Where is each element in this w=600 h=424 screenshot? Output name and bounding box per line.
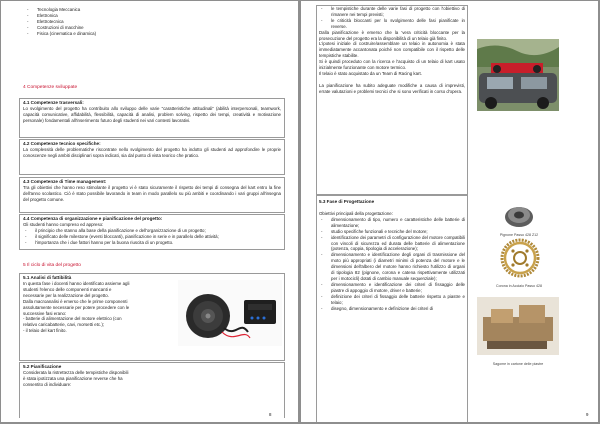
subject-list: [25, 7, 225, 37]
paragraph: La pianificazione ha subito adeguate modifiche a causa di imprevisti, errate valutazioni e problemi tecnici che si sono verificati in corso d'opera.: [319, 82, 465, 94]
crown-gear-photo: [500, 238, 540, 278]
list-item: - l'importanza che i due fattori hanno per la buona riuscita di un progetto.: [23, 240, 281, 246]
paragraph: Si è quindi proceduto con la ricerca e l'acquisto di un telaio di kart usato inizialmente funzionante con motore termico.: [319, 59, 465, 71]
paragraph: Il telaio è stato acquistato da un Team di Racing kart.: [319, 70, 422, 76]
list-item: - dimensionamento di tipo, numero e caratteristiche delle batterie di alimentazione;: [319, 217, 465, 229]
page-number: 9: [586, 412, 589, 417]
motor-controller-photo: [178, 280, 282, 346]
text-line: studenti l'elenco delle componenti mancanti e: [23, 286, 112, 292]
text-line: consentito di individuare:: [23, 381, 72, 387]
planning-text: [319, 6, 465, 95]
paragraph: Obiettivi principali della progettazione:: [319, 211, 393, 216]
subsection-title: 4.3 Competenze di Time management:: [23, 179, 107, 184]
left-page: [1, 1, 298, 422]
text-line: Considerata la ristrettezza delle tempistiche disponibili: [23, 370, 129, 375]
paragraph: Dalla pianificazione è emerso che la ‘vera criticità bloccante per la prosecuzione del progetto era la disponibilità di un telaio già finito.: [319, 29, 465, 41]
subsection-title: 4.1 Competenze trasversali:: [23, 100, 84, 105]
pinion-photo: [501, 201, 537, 229]
paragraph: Lo svolgimento del progetto ha contribuito allo sviluppo delle varie “caratteristiche attitudinali” (abilità interpersonali, teamwork, capacità comunicative, affidabilità, flessibilità, capacità di analisi, problem solving, rispetto dei tempi, creatività e motivazione personale) fondamentali all'inserimento futuro degli studenti nei vari contesti lavorativi.: [23, 106, 281, 123]
paragraph: Tra gli obiettivi che hanno reso stimolante il progetto vi è stato sicuramente il rispetto dei tempi di consegna del kart entro la fine dell'anno scolastico. Ciò è stato possibile lavorando in team in modo parallelo su più ambiti e coordinando i vari gruppi all'insegna del progetto comune.: [23, 185, 281, 202]
list-item: - il significato delle milestone (eventi bloccanti), pianificazione in serie e in parallelo delle attività;: [23, 234, 281, 240]
list-item: - Tecnologia Meccanica: [25, 7, 225, 13]
text-line: successive fasi erano:: [23, 310, 67, 316]
text-line: In questa fase i docenti hanno identificato assieme agli: [23, 281, 130, 286]
section-heading: 4 Competenze sviluppate: [23, 85, 78, 90]
crown-gear-caption: Corona in Acciaio Passo 428: [496, 283, 542, 288]
cardboard-templates-photo: [477, 297, 559, 355]
page-number: 8: [269, 412, 272, 417]
design-objectives-list: [319, 217, 465, 312]
list-item: - identificazione dei parametri di configurazione del motore compatibili con vincoli di sicurezza ed durata delle batterie di alimentazione (potenza, coppia, tipologia di accelerazione);: [319, 235, 465, 253]
subsection-title: 5.1 Analisi di fattibilità: [23, 275, 72, 280]
kart-on-car-photo: [477, 39, 559, 111]
text-line: è stata ipotizzata una pianificazione reverse che ha: [23, 375, 123, 381]
subsection-title: 5.3 Fase di Progettazione: [319, 199, 375, 204]
section-box: [19, 362, 285, 418]
subsection-title: 4.4 Competenza di organizzazione e pianificazione del progetto:: [23, 216, 163, 221]
text-line: relativo caricabatterie, cavi, morsetti etc.);: [23, 322, 105, 328]
design-text: [319, 199, 465, 311]
text-line: - il telaio del kart finito.: [23, 328, 67, 334]
section-box: [19, 139, 285, 175]
cardboard-templates-caption: Sagome in cartone delle piastre: [492, 361, 544, 366]
section-box: [19, 177, 285, 213]
list-item: - disegno, dimensionamento e definizione dei criteri di: [319, 306, 465, 312]
paragraph: L'ipotesi iniziale di costruire/assemblare un telaio in autonomia è stata immediatamente accantonata poiché non compatibile con il rispetto delle tempistiche stabilite.: [319, 41, 465, 59]
text-line: necessarie per la realizzazione del progetto.: [23, 292, 109, 298]
text-line: - batterie di alimentazione del motore elettrico (con: [23, 316, 122, 322]
list-item: - dimensionamento e identificazione dei criteri di fissaggio delle piastre di appoggio di motore, driver e batterie;: [319, 282, 465, 294]
section-box: [19, 214, 285, 250]
paragraph: Gli studenti hanno compreso ed appreso:: [23, 222, 104, 227]
list-item: - definizione dei criteri di fissaggio delle batterie rispetto a piastre e telaio;: [319, 294, 465, 306]
list-item: - Elettronica: [25, 13, 225, 19]
subsection-title: 5.2 Pianificazione: [23, 364, 62, 369]
paragraph: La complessità delle problematiche riscontrate nello svolgimento del progetto ha indotto gli studenti ad approfondire le proprie conoscenze negli ambiti disciplinari sopra indicati, sia dal punto di vista teorico che pratico.: [23, 147, 281, 158]
list-item: - dimensionamento e identificazione degli organi di trasmissione del moto più appropriati (i diametri minimi di potenza del motore e le dimensioni dell'albero del motore hanno richiesto l'utilizzo di organi di tipologia 82 (pignone, corona e catena rispettivamente utilizzati per i motocicli) dotati di cambio manuale sequenziale);: [319, 252, 465, 282]
list-item: - Elettrotecnica: [25, 19, 225, 25]
list-item: - Fisica (cinematica e dinamica): [25, 31, 225, 37]
list-item: - Costruzioni di macchine: [25, 25, 225, 31]
text-line: assolutamente necessarie per potere procedere con le: [23, 304, 130, 310]
section-box: [19, 98, 285, 138]
feasibility-text: [23, 281, 169, 334]
learning-list: [23, 228, 281, 246]
list-item: - studio specifiche funzionali e tecniche del motore;: [319, 229, 465, 235]
list-item: - le criticità bloccanti per lo svolgimento delle fasi pianificate in reverse.: [319, 18, 465, 30]
right-page: [301, 1, 598, 422]
section-heading: 5 Il ciclo di vita del progetto: [23, 263, 81, 268]
list-item: - le tempistiche durante delle varie fasi di progetto con l'obiettivo di rimanere nei tempi previsti;: [319, 6, 465, 18]
pinion-caption: Pignone Passo 428 Z12: [499, 232, 539, 237]
planning-list: [319, 6, 465, 30]
subsection-title: 4.2 Competenze tecnico specifiche:: [23, 141, 101, 146]
text-line: Dalla macroanalisi è emerso che le prime componenti: [23, 298, 128, 304]
list-item: - il principio che stanno alla base della pianificazione e dell'organizzazione di un progetto;: [23, 228, 281, 234]
section-box: [19, 273, 285, 361]
